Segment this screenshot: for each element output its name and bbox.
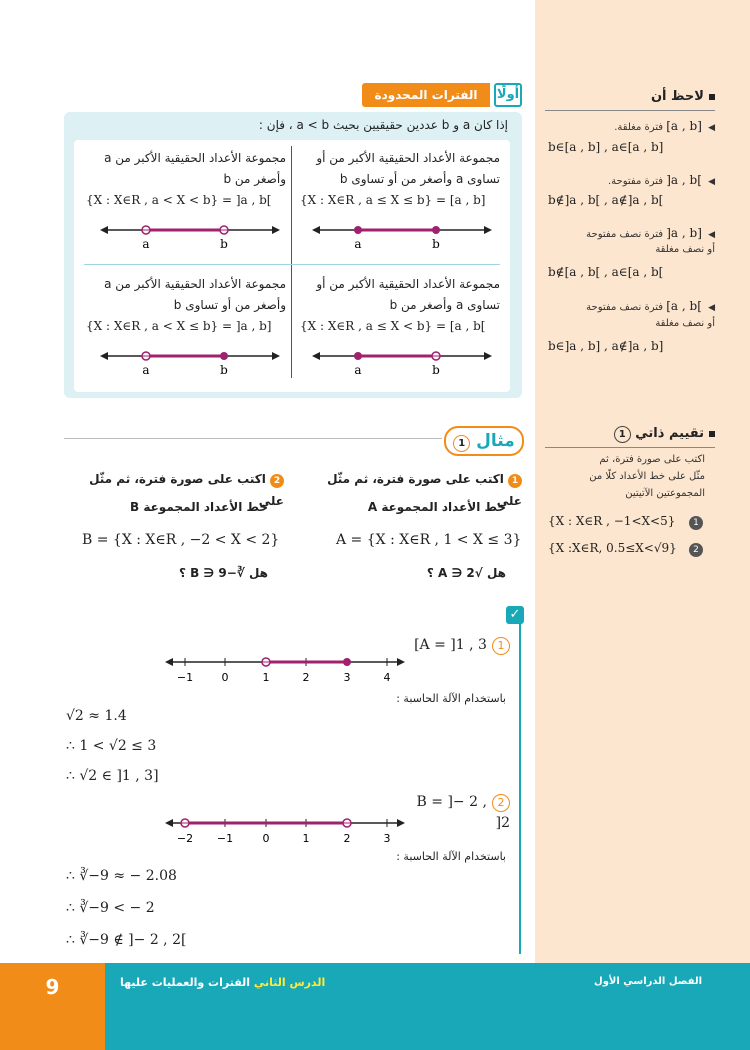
triangle-bullet-icon: ◀ [708, 177, 715, 187]
tick-label: −1 [216, 832, 234, 845]
part-1-calc-note: باستخدام الآلة الحاسبة : [396, 692, 506, 705]
label-a: a [354, 363, 362, 377]
part-2-line-2: ∴ ∛−9 < − 2 [66, 900, 155, 916]
question-2-line1: 2 اكتب على صورة فترة، ثم مثّل على [89, 472, 284, 508]
question-2-number: 2 [270, 474, 284, 488]
label-b: b [220, 363, 228, 377]
cell-open-line1: مجموعة الأعداد الحقيقية الأكبر من a [104, 151, 286, 165]
triangle-bullet-icon: ◀ [708, 303, 715, 313]
cell-halfopen-right-math: {X : X∈R , a ≤ X < b} = [a , b[ [300, 319, 486, 333]
tick-label: 3 [343, 671, 351, 684]
note-title: لاحظ أن [545, 89, 715, 104]
part-2-calc-note: باستخدام الآلة الحاسبة : [396, 850, 506, 863]
cell-closed-line2: تساوى a وأصغر من أو تساوى b [339, 172, 500, 186]
cell-closed-line1: مجموعة الأعداد الحقيقية الأكبر من أو [316, 151, 500, 165]
page-number: 9 [45, 975, 60, 999]
tick-label: 1 [262, 671, 270, 684]
footer-term: الفصل الدراسي الأول [594, 976, 702, 987]
square-bullet-icon [709, 431, 715, 437]
square-bullet-icon [709, 94, 715, 100]
part-1-number: 1 [492, 637, 510, 655]
note-item-halfopen-1-math: b∉[a , b[ , a∈[a , b[ [548, 265, 664, 279]
label-b: b [220, 237, 228, 251]
footer-lesson: الدرس الثاني الفترات والعمليات عليها [120, 976, 326, 989]
label-a: a [354, 237, 362, 251]
question-1-line1: 1 اكتب على صورة فترة، ثم مثّل على [327, 472, 522, 508]
number-line-part-2 [165, 813, 405, 847]
part-1-answer: 1 A = ]1 , 3] [410, 634, 510, 655]
question-2-ask: هل ∛−9 ∈ B ؟ [178, 566, 268, 580]
example-label: مثال 1 [444, 426, 524, 456]
question-1-number: 1 [508, 474, 522, 488]
part-1-line-3: ∴ √2 ∈ ]1 , 3] [66, 768, 159, 784]
cell-open-math: {X : X∈R , a < X < b} = ]a , b[ [86, 193, 272, 207]
question-2-set: B = {X : X∈R , −2 < X < 2} [82, 532, 280, 548]
tick-label: 1 [302, 832, 310, 845]
label-b: b [432, 237, 440, 251]
self-assessment-text-2: مثّل على خط الأعداد كلًا من [589, 471, 705, 482]
part-2-number: 2 [492, 794, 510, 812]
label-a: a [142, 237, 150, 251]
check-icon: ✓ [506, 606, 524, 624]
note-divider [545, 110, 715, 111]
cell-closed-math: {X : X∈R , a ≤ X ≤ b} = [a , b] [300, 193, 486, 207]
tick-label: 2 [302, 671, 310, 684]
note-item-halfopen-2-label2: أو نصف مغلقة [655, 318, 715, 329]
number-line-closed [312, 220, 492, 254]
tick-label: 2 [343, 832, 351, 845]
part-1-line-1: √2 ≈ 1.4 [66, 708, 127, 724]
solution-rule [519, 612, 521, 954]
table-vertical-divider [291, 146, 292, 378]
self-assessment-item-1-number: 1 [689, 516, 703, 530]
label-a: a [142, 363, 150, 377]
self-assessment-text-3: المجموعتين الآتيتين [625, 488, 705, 499]
note-item-halfopen-1-label2: أو نصف مغلقة [655, 244, 715, 255]
question-1-ask: هل √2 ∈ A ؟ [426, 566, 506, 580]
cell-halfopen-left-math: {X : X∈R , a < X ≤ b} = ]a , b] [86, 319, 272, 333]
self-assessment-divider [545, 447, 715, 448]
note-item-halfopen-1: ◀ [a , b[ فترة نصف مفتوحة [586, 226, 715, 240]
part-2-answer: 2 B = ]− 2 , 2[ [416, 794, 510, 831]
intervals-intro: إذا كان a و b عددين حقيقيين بحيث a < b ، فإن : [258, 118, 508, 132]
tick-label: 4 [383, 671, 391, 684]
number-line-halfopen-left [100, 346, 280, 380]
number-line-part-1 [165, 652, 405, 686]
note-item-halfopen-2-math: b∈]a , b] , a∉]a , b] [548, 339, 664, 353]
note-item-open-math: b∉]a , b[ , a∉]a , b[ [548, 193, 664, 207]
self-assessment-item-2-number: 2 [689, 543, 703, 557]
note-item-closed-math: b∈[a , b] , a∈[a , b] [548, 140, 664, 154]
tick-label: 3 [383, 832, 391, 845]
part-1-line-2: ∴ 1 < √2 ≤ 3 [66, 738, 157, 754]
part-2-line-3: ∴ ∛−9 ∉ ]− 2 , 2[ [66, 932, 187, 948]
section-number: أولًا [494, 83, 522, 107]
label-b: b [432, 363, 440, 377]
cell-halfopen-left-line1: مجموعة الأعداد الحقيقية الأكبر من a [104, 277, 286, 291]
tick-label: 0 [262, 832, 270, 845]
note-item-halfopen-2: ◀ ]a , b] فترة نصف مفتوحة [586, 299, 715, 313]
question-1-line2: خط الأعداد المجموعة A [367, 500, 506, 514]
example-number: 1 [453, 435, 470, 452]
self-assessment-number: 1 [614, 426, 631, 443]
cell-open-line2: وأصغر من b [223, 172, 286, 186]
part-2-line-1: ∴ ∛−9 ≈ − 2.08 [66, 868, 177, 884]
cell-halfopen-right-line1: مجموعة الأعداد الحقيقية الأكبر من أو [316, 277, 500, 291]
example-divider [64, 438, 442, 439]
number-line-open [100, 220, 280, 254]
note-item-closed: ◀ [a , b] فترة مغلقة. [614, 119, 715, 133]
tick-label: −2 [176, 832, 194, 845]
self-assessment-item-2: {X :X∈R, 0.5≤X<√9} [548, 541, 677, 555]
tick-label: 0 [221, 671, 229, 684]
question-1-set: A = {X : X∈R , 1 < X ≤ 3} [336, 532, 522, 548]
cell-halfopen-right-line2: تساوى a وأصغر من b [389, 298, 500, 312]
self-assessment-text-1: اكتب على صورة فترة، ثم [599, 454, 705, 465]
table-horizontal-divider [84, 264, 500, 265]
triangle-bullet-icon: ◀ [708, 123, 715, 133]
triangle-bullet-icon: ◀ [708, 230, 715, 240]
cell-halfopen-left-line2: وأصغر من أو تساوى b [173, 298, 286, 312]
self-assessment-title: تقييم ذاتي 1 [545, 426, 715, 443]
note-item-open: ◀ ]a , b[ فترة مفتوحة. [607, 173, 715, 187]
self-assessment-item-1: {X : X∈R , −1<X<5} [548, 514, 676, 528]
question-2-line2: خط الأعداد المجموعة B [130, 500, 268, 514]
tick-label: −1 [176, 671, 194, 684]
section-title: الفترات المحدودة [362, 83, 490, 107]
number-line-halfopen-right [312, 346, 492, 380]
